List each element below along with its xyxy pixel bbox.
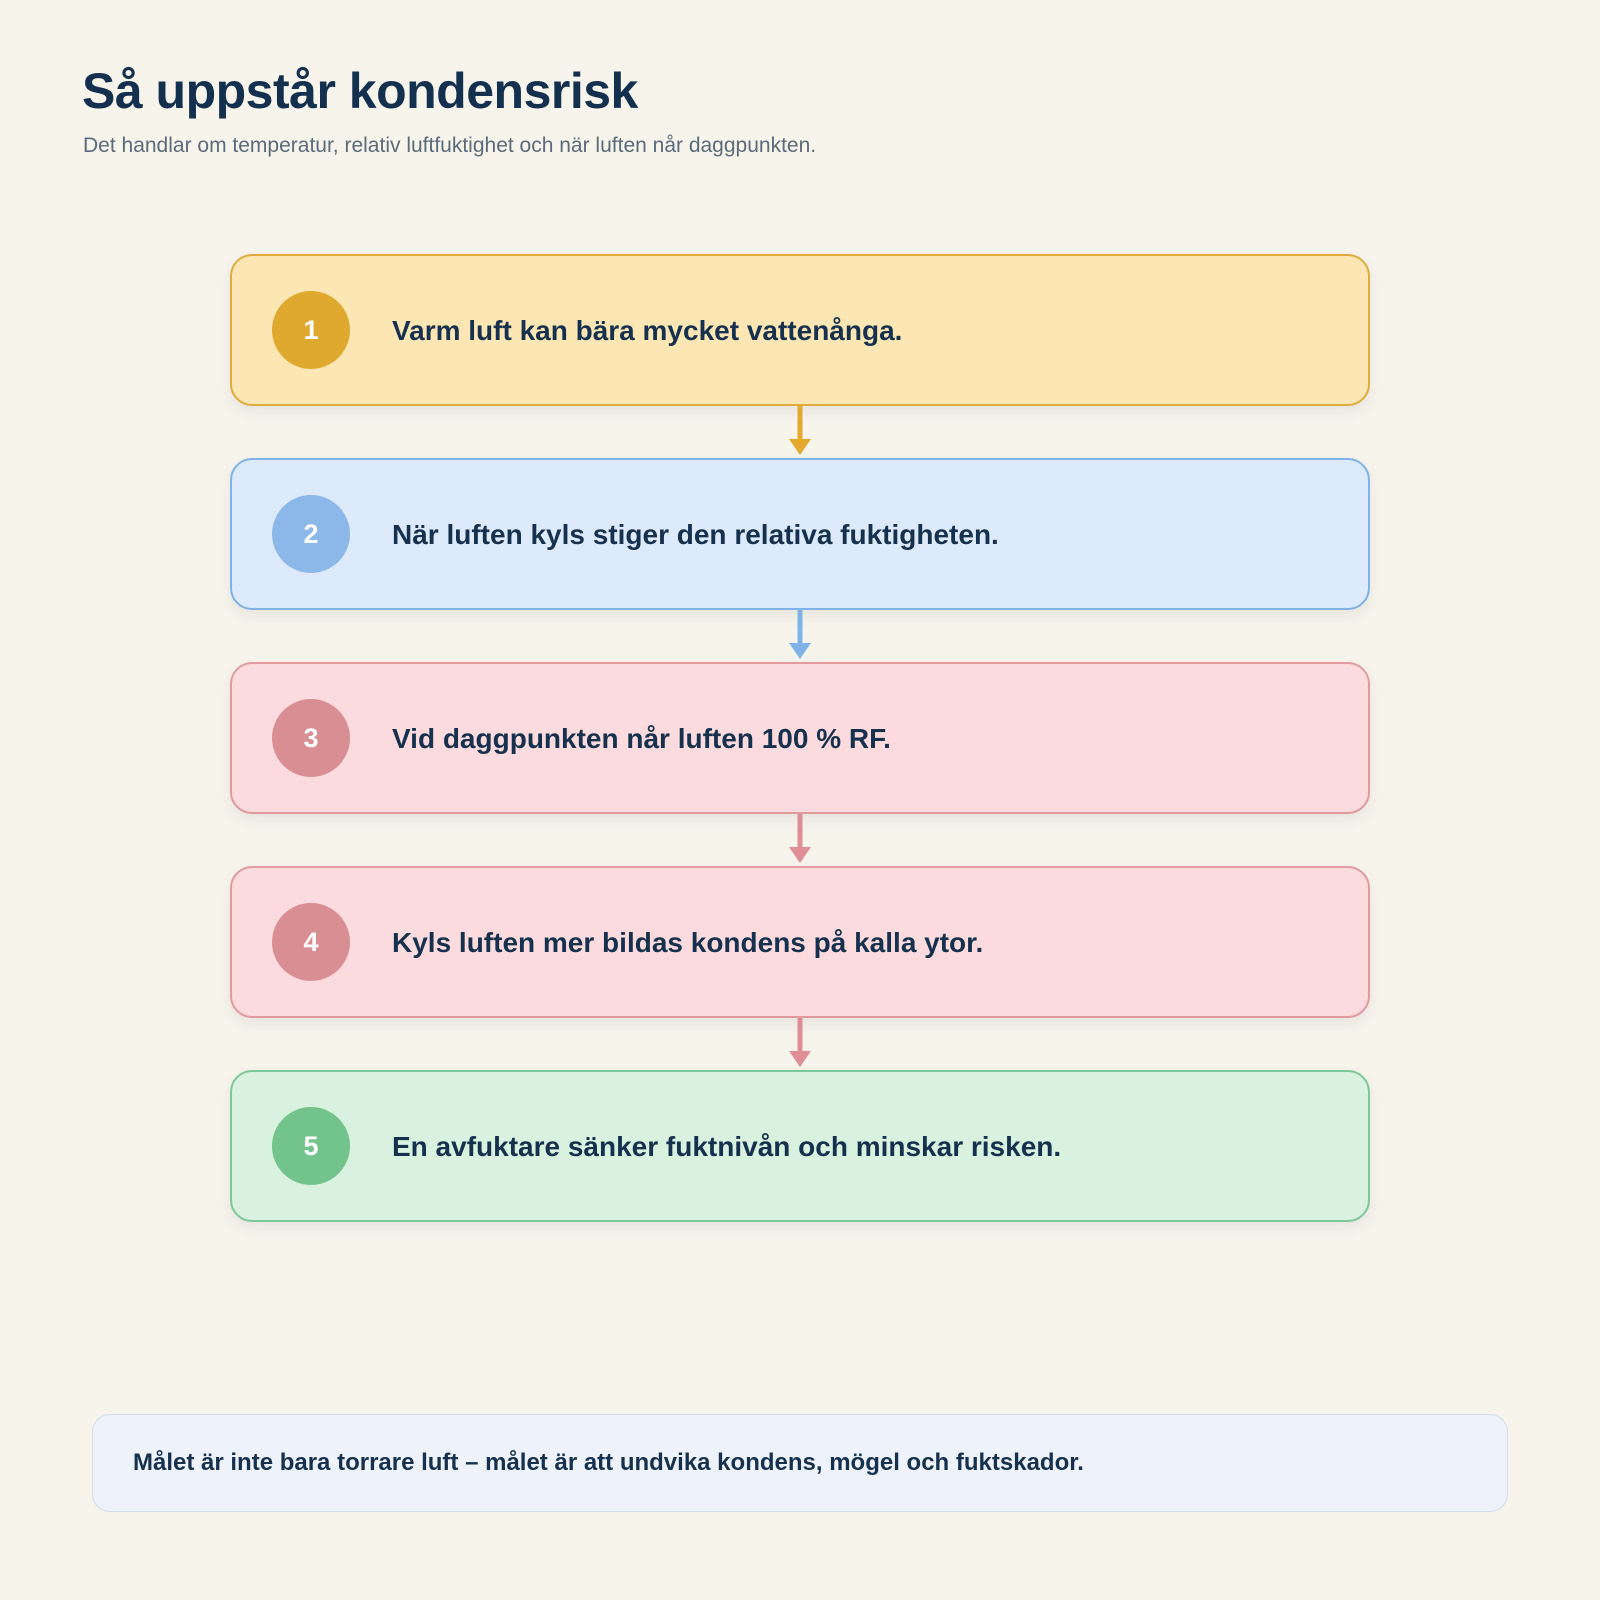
page-title: Så uppstår kondensrisk <box>82 63 638 119</box>
flow-step-row <box>230 254 1370 406</box>
flow-step-row <box>230 458 1370 610</box>
flow-step-card <box>230 254 1370 406</box>
step-label: Kyls luften mer bildas kondens på kalla ytor. <box>392 926 984 958</box>
flow-step-row <box>230 662 1370 814</box>
flow-arrow-icon <box>230 406 1370 458</box>
footer-note: Målet är inte bara torrare luft – målet är att undvika kondens, mögel och fuktskador. <box>92 1414 1508 1512</box>
flow-step-card <box>230 662 1370 814</box>
step-number-badge: 4 <box>272 903 350 981</box>
step-number-badge: 1 <box>272 291 350 369</box>
step-label: Vid daggpunkten når luften 100 % RF. <box>392 722 891 754</box>
flow-step-row <box>230 1070 1370 1222</box>
arrow-head <box>789 439 811 455</box>
step-label: När luften kyls stiger den relativa fuktigheten. <box>392 518 999 550</box>
flow-arrow-icon <box>230 1018 1370 1070</box>
flow-arrow-icon <box>230 814 1370 866</box>
step-number-badge: 2 <box>272 495 350 573</box>
step-label: Varm luft kan bära mycket vattenånga. <box>392 314 903 346</box>
arrow-head <box>789 847 811 863</box>
flow-step-row <box>230 866 1370 1018</box>
flow-step-card <box>230 866 1370 1018</box>
flow-arrow-icon <box>230 610 1370 662</box>
flow-step-card <box>230 1070 1370 1222</box>
step-label: En avfuktare sänker fuktnivån och minskar risken. <box>392 1130 1062 1162</box>
flow-diagram <box>80 254 1520 1222</box>
step-number-badge: 3 <box>272 699 350 777</box>
page-subtitle: Det handlar om temperatur, relativ luftfuktighet och när luften når daggpunkten. <box>83 134 817 157</box>
step-number-badge: 5 <box>272 1107 350 1185</box>
arrow-head <box>789 643 811 659</box>
flow-step-card <box>230 458 1370 610</box>
arrow-head <box>789 1051 811 1067</box>
